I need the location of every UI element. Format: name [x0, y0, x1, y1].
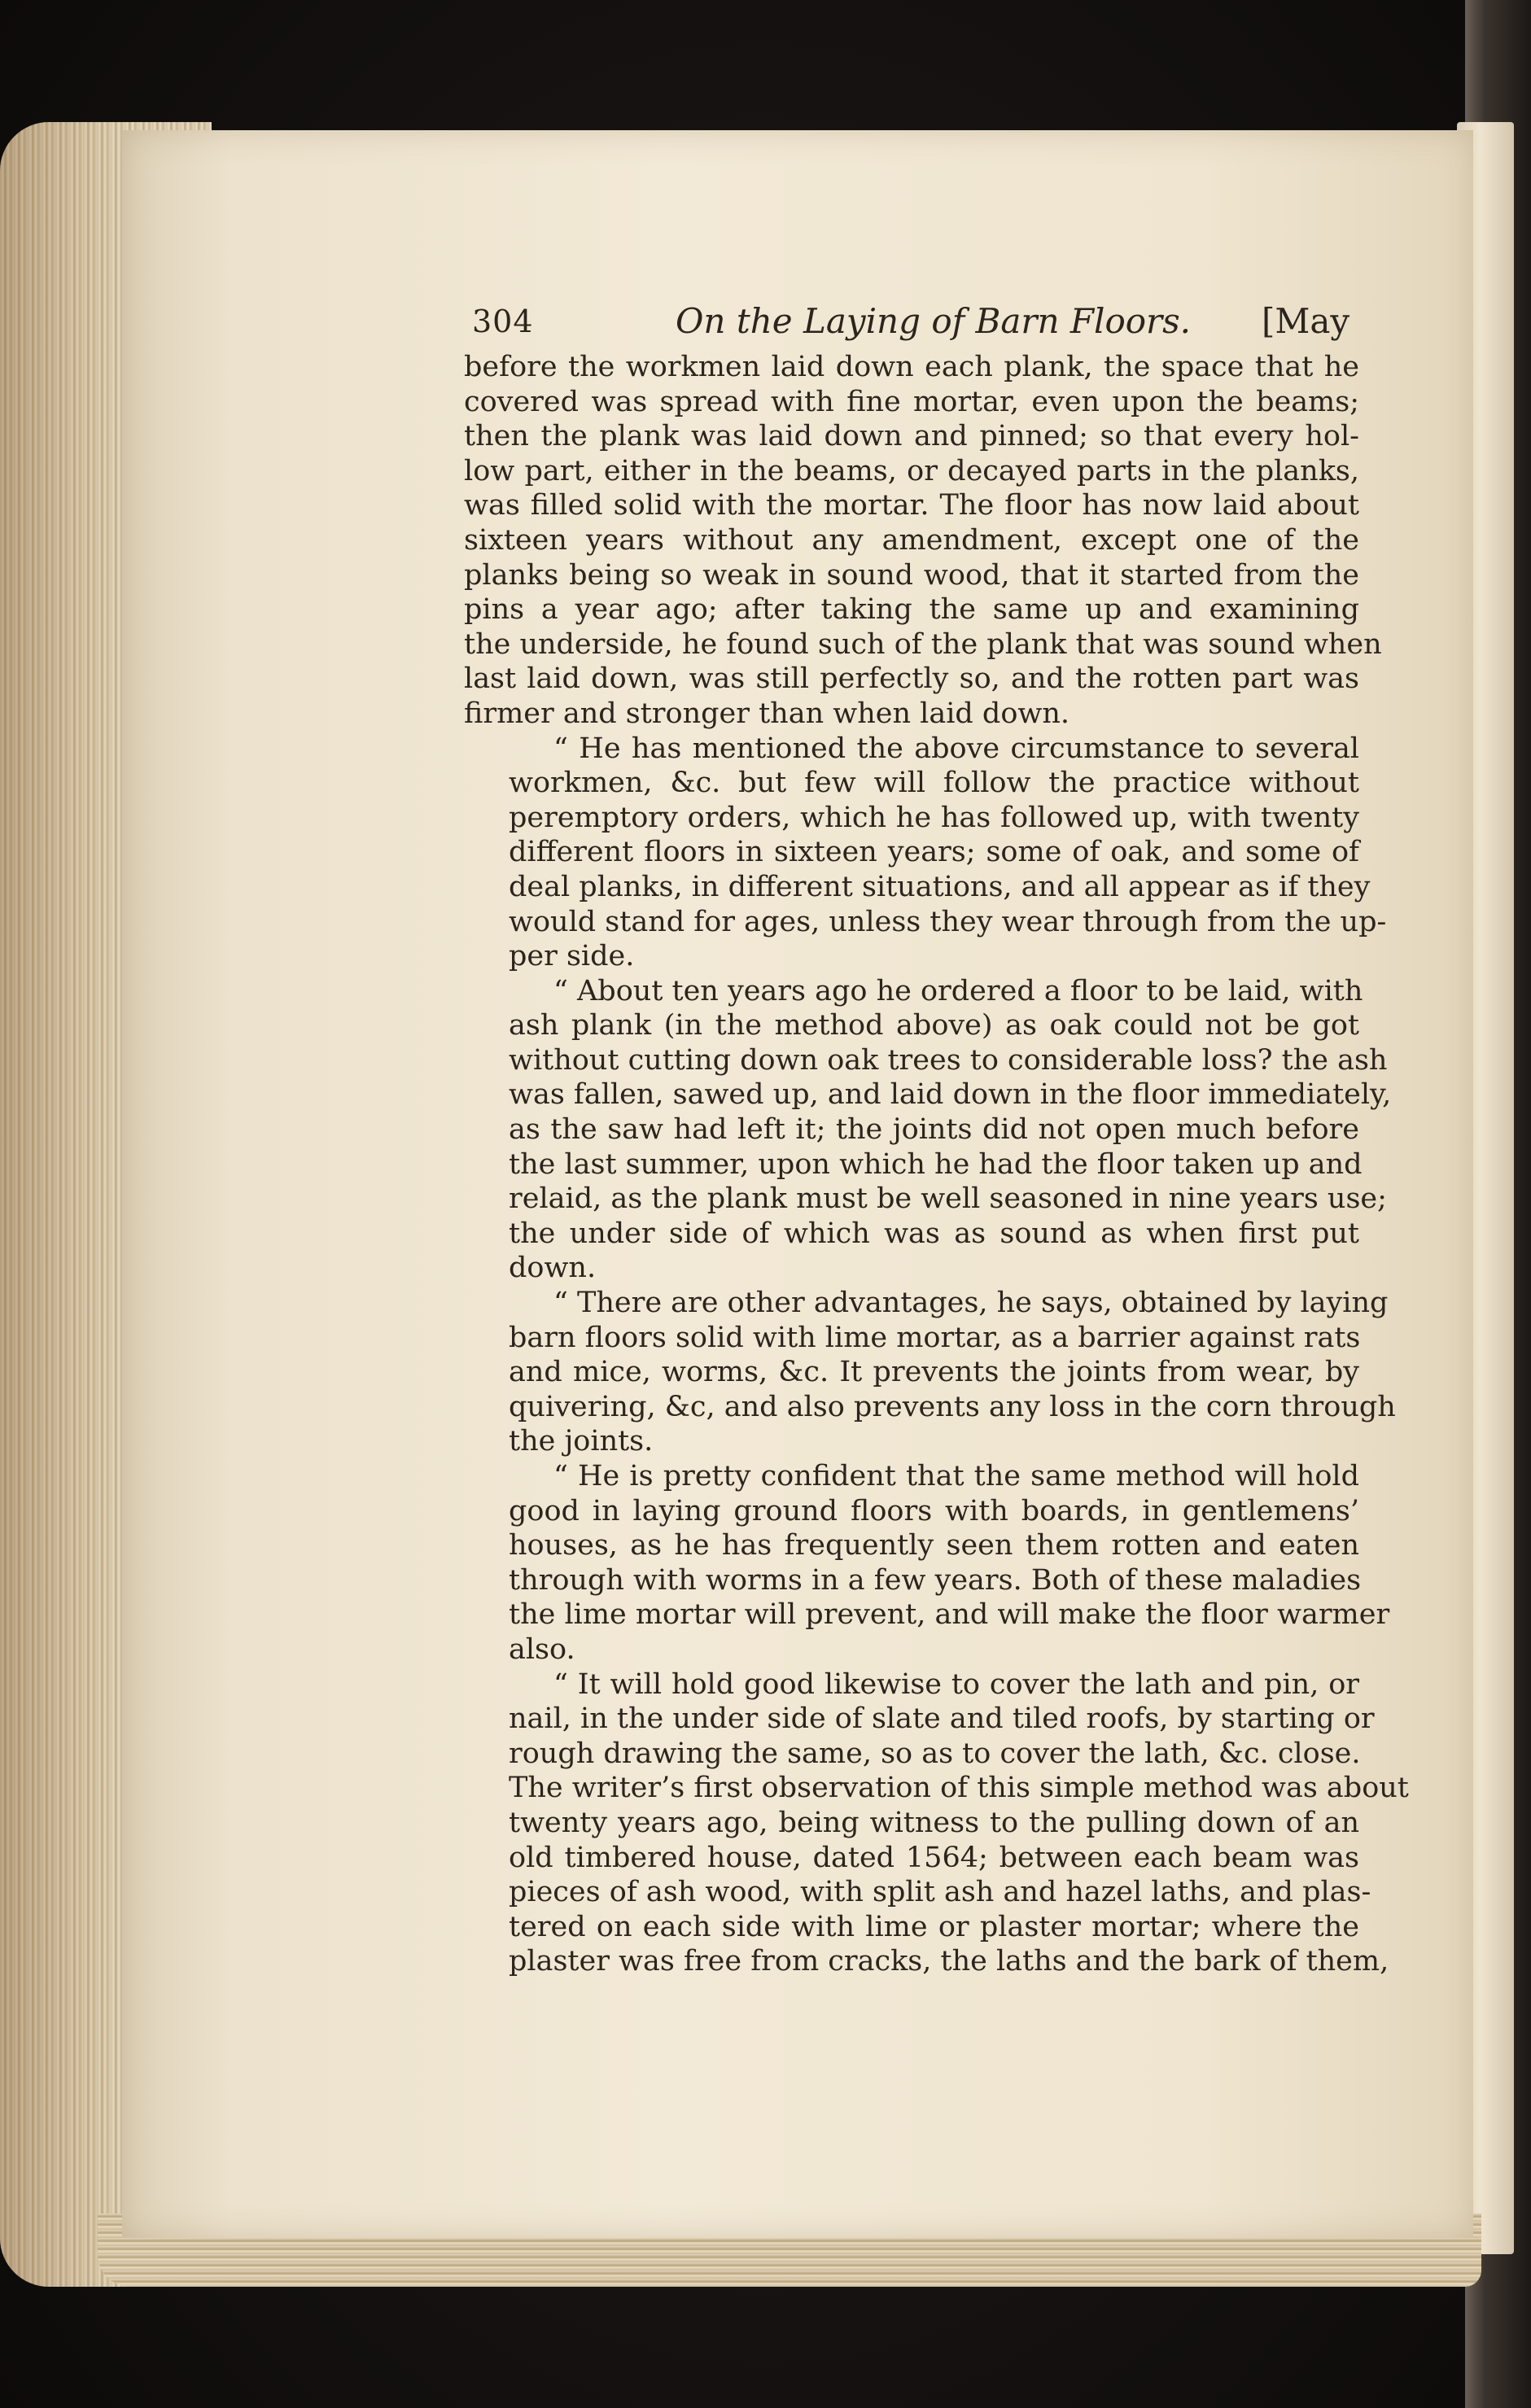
- paragraph: [464, 1286, 1396, 1459]
- text-line: “ It will hold good likewise to cover the lath and pin, or: [553, 1667, 1359, 1701]
- text-line: before the workmen laid down each plank, the space that he: [464, 351, 1359, 383]
- text-line: the joints.: [509, 1425, 654, 1458]
- text-line: firmer and stronger than when laid down.: [464, 697, 1070, 730]
- text-line: pieces of ash wood, with split ash and hazel laths, and plas-: [509, 1876, 1371, 1909]
- text-line: relaid, as the plank must be well seasoned in nine years use;: [509, 1182, 1387, 1216]
- text-line: down.: [509, 1252, 597, 1285]
- text-line: pins a year ago; after taking the same up and examining: [464, 593, 1359, 627]
- page-number: 304: [472, 304, 534, 339]
- text-line: the underside, he found such of the plank that was sound when: [464, 627, 1382, 661]
- paragraph: [464, 1667, 1409, 1979]
- running-month: [May: [1262, 301, 1350, 341]
- text-line: through with worms in a few years. Both of these maladies: [509, 1563, 1362, 1597]
- text-line: was fallen, sawed up, and laid down in the floor immediately,: [509, 1078, 1392, 1112]
- text-line: houses, as he has frequently seen them rotten and eaten: [509, 1529, 1359, 1562]
- running-head: [350, 293, 1376, 350]
- text-line: the under side of which was as sound as when first put: [509, 1217, 1359, 1250]
- paragraph: [464, 350, 1382, 732]
- text-line: without cutting down oak trees to considerable loss? the ash: [509, 1043, 1388, 1077]
- page-text-block: [350, 293, 1409, 1979]
- page-edge-staining: [0, 122, 122, 2287]
- text-line: per side.: [509, 940, 635, 973]
- paragraph: [464, 732, 1387, 974]
- text-line: as the saw had left it; the joints did not open much before: [509, 1113, 1359, 1147]
- text-line: different floors in sixteen years; some of oak, and some of: [509, 836, 1359, 869]
- text-line: covered was spread with fine mortar, even upon the beams;: [464, 385, 1359, 418]
- text-line: workmen, &c. but few will follow the practice without: [509, 767, 1359, 800]
- text-line: rough drawing the same, so as to cover the lath, &c. close.: [509, 1737, 1361, 1770]
- text-line: good in laying ground floors with boards, in gentlemens’: [509, 1494, 1359, 1527]
- running-title: On the Laying of Barn Floors.: [676, 301, 1192, 341]
- text-line: also.: [509, 1632, 575, 1666]
- text-line: “ He has mentioned the above circumstance to several: [553, 732, 1359, 765]
- text-line: “ About ten years ago he ordered a floor to be laid, with: [553, 974, 1363, 1007]
- body-text: [464, 350, 1409, 1979]
- text-line: sixteen years without any amendment, except one of the: [464, 523, 1359, 557]
- text-line: “ There are other advantages, he says, obtained by laying: [553, 1287, 1389, 1320]
- text-line: “ He is pretty confident that the same method will hold: [553, 1460, 1359, 1492]
- text-line: ash plank (in the method above) as oak could not be got: [509, 1009, 1359, 1042]
- text-line: would stand for ages, unless they wear through from the up-: [509, 905, 1387, 938]
- text-line: old timbered house, dated 1564; between each beam was: [509, 1841, 1359, 1874]
- text-line: twenty years ago, being witness to the pulling down of an: [509, 1806, 1359, 1839]
- text-line: tered on each side with lime or plaster mortar; where the: [509, 1910, 1359, 1943]
- paragraph: [464, 1459, 1390, 1667]
- text-line: then the plank was laid down and pinned; so that every hol-: [464, 420, 1359, 453]
- text-line: and mice, worms, &c. It prevents the joints from wear, by: [509, 1356, 1359, 1389]
- text-line: plaster was free from cracks, the laths and the bark of them,: [509, 1945, 1389, 1978]
- text-line: the lime mortar will prevent, and will make the floor warmer: [509, 1598, 1390, 1632]
- text-line: nail, in the under side of slate and tiled roofs, by starting or: [509, 1702, 1375, 1736]
- text-line: The writer’s first observation of this simple method was about: [509, 1772, 1409, 1805]
- text-line: last laid down, was still perfectly so, and the rotten part was: [464, 662, 1359, 696]
- text-line: was filled solid with the mortar. The floor has now laid about: [464, 489, 1359, 522]
- text-line: quivering, &c, and also prevents any loss in the corn through: [509, 1390, 1396, 1423]
- text-line: barn floors solid with lime mortar, as a barrier against rats: [509, 1321, 1361, 1354]
- text-line: planks being so weak in sound wood, that it started from the: [464, 558, 1359, 592]
- paragraph: [464, 974, 1392, 1286]
- text-line: deal planks, in different situations, and all appear as if they: [509, 870, 1371, 903]
- text-line: low part, either in the beams, or decayed parts in the planks,: [464, 454, 1359, 487]
- text-line: the last summer, upon which he had the floor taken up and: [509, 1147, 1363, 1181]
- text-line: peremptory orders, which he has followed up, with twenty: [509, 801, 1359, 834]
